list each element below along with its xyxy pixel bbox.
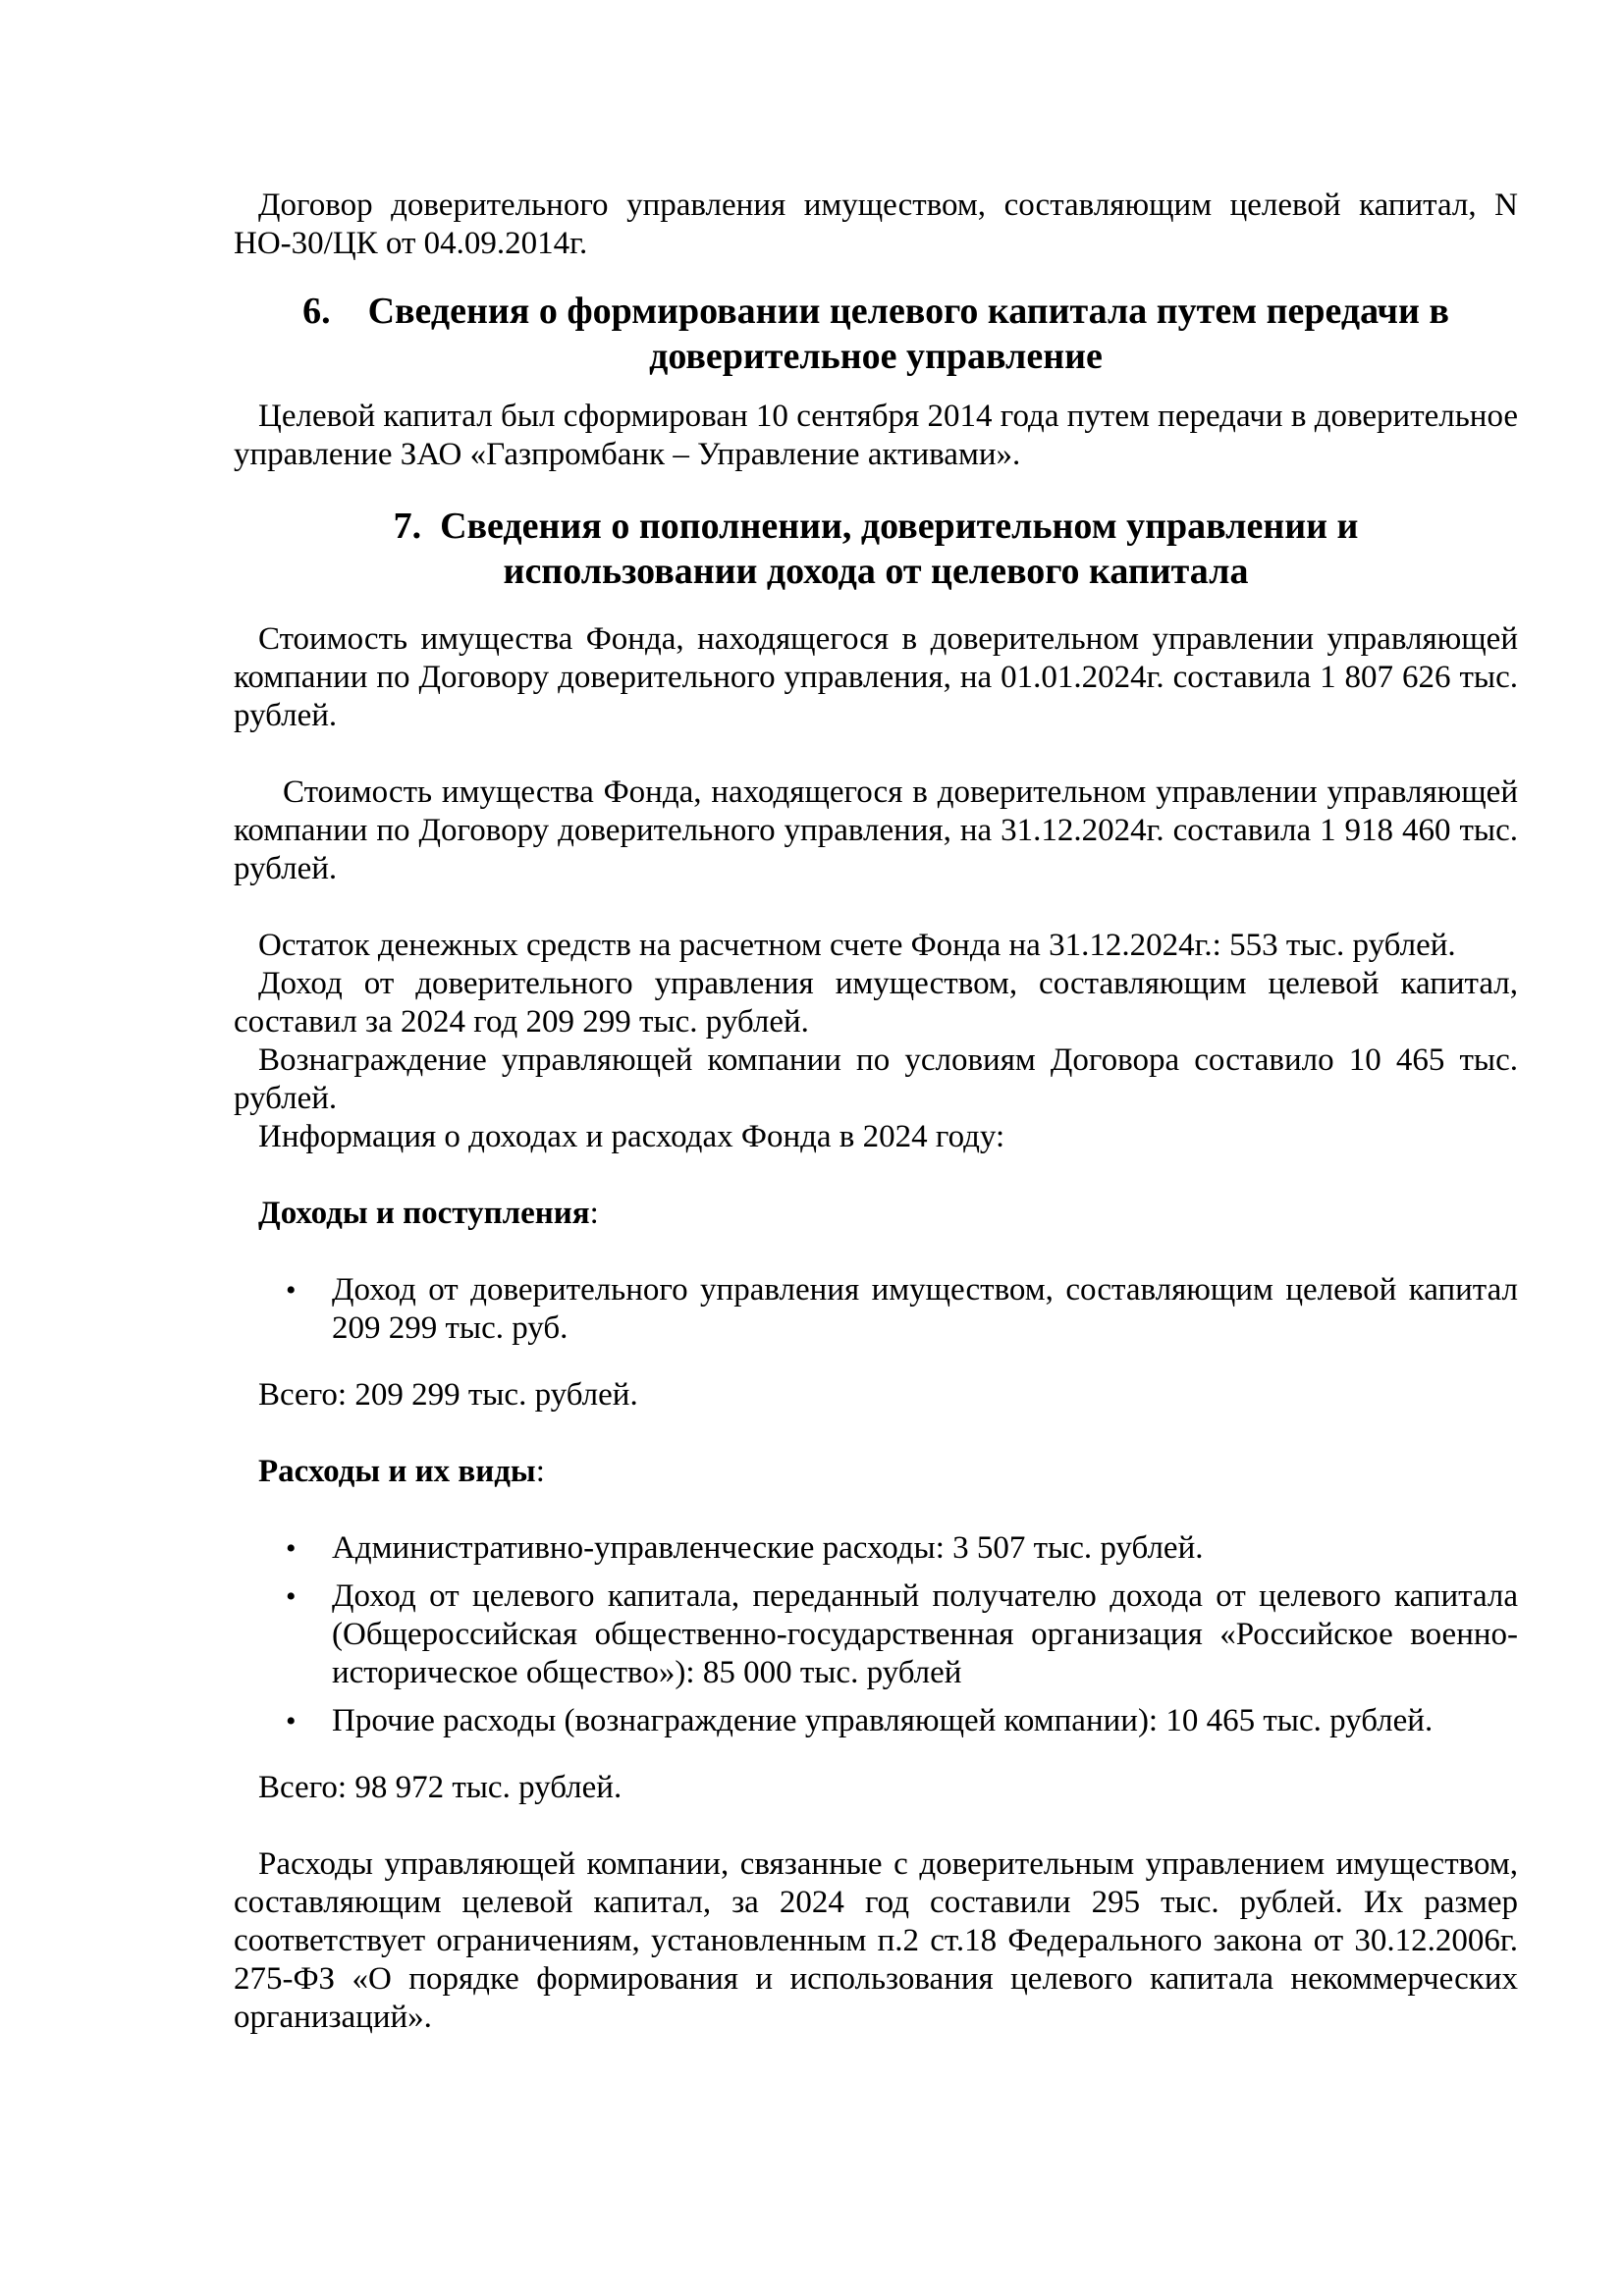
property-value-start-of-year: Стоимость имущества Фонда, находящегося в доверительном управлении управляющей компании по Договору доверительного управления, на 01.01.2024г. составила 1 807 626 тыс. рублей.: [234, 621, 1518, 733]
management-fee: Вознаграждение управляющей компании по условиям Договора составило 10 465 тыс. рублей.: [234, 1042, 1518, 1116]
income-heading-colon: :: [589, 1196, 599, 1231]
section-6-body: Целевой капитал был сформирован 10 сентября 2014 года путем передачи в доверительное управление ЗАО «Газпромбанк – Управление активами».: [234, 399, 1518, 472]
income-total: Всего: 209 299 тыс. рублей.: [258, 1377, 638, 1413]
list-item: [234, 1529, 1518, 1568]
section-7-heading: [234, 504, 1518, 594]
list-item: [234, 1577, 1518, 1692]
contract-reference: Договор доверительного управления имуществом, составляющим целевой капитал, N НО-30/ЦК от 04.09.2014г.: [234, 187, 1518, 261]
bullet-icon: •: [286, 1705, 297, 1737]
cash-balance: Остаток денежных средств на расчетном счете Фонда на 31.12.2024г.: 553 тыс. рублей.: [258, 928, 1456, 963]
closing-paragraph: Расходы управляющей компании, связанные с доверительным управлением имуществом, составляющим целевой капитал, за 2024 год составили 295 тыс. рублей. Их размер соответствует ограничениям, установленным п.2 ст.18 Федерального закона от 30.12.2006г. 275-ФЗ «О порядке формирования и использования целевого капитала некоммерческих организаций».: [234, 1846, 1518, 2035]
bullet-icon: •: [286, 1532, 297, 1565]
expenses-list: [234, 1529, 1518, 1740]
expenses-heading: [234, 1453, 1518, 1491]
section-6-heading: [234, 289, 1518, 379]
income-expense-intro: Информация о доходах и расходах Фонда в 2024 году:: [258, 1119, 1005, 1154]
list-item: [234, 1702, 1518, 1740]
expenses-total: Всего: 98 972 тыс. рублей.: [258, 1770, 623, 1805]
document-page: [234, 187, 1518, 2037]
bullet-icon: •: [286, 1580, 297, 1613]
income-heading: [234, 1195, 1518, 1233]
expense-item-text: Прочие расходы (вознаграждение управляющей компании): 10 465 тыс. рублей.: [332, 1703, 1434, 1738]
section-7-number: 7.: [393, 506, 422, 547]
income-list: [234, 1271, 1518, 1348]
expenses-heading-label: Расходы и их виды: [258, 1454, 536, 1489]
section-7-title: Сведения о пополнении, доверительном управлении и использовании дохода от целевого капитала: [440, 506, 1359, 592]
list-item: [234, 1271, 1518, 1348]
section-6-title: Сведения о формировании целевого капитала путем передачи в доверительное управление: [367, 291, 1449, 377]
expense-item-text: Административно-управленческие расходы: 3 507 тыс. рублей.: [332, 1530, 1204, 1566]
expenses-heading-colon: :: [535, 1454, 545, 1489]
expense-item-text: Доход от целевого капитала, переданный получателю дохода от целевого капитала (Общероссийская общественно-государственная организация «Российское военно-историческое общество»): 85 000 тыс. рублей: [332, 1578, 1518, 1690]
property-value-end-of-year: Стоимость имущества Фонда, находящегося в доверительном управлении управляющей компании по Договору доверительного управления, на 31.12.2024г. составила 1 918 460 тыс. рублей.: [234, 774, 1518, 886]
section-6-number: 6.: [302, 291, 331, 332]
income-heading-label: Доходы и поступления: [258, 1196, 590, 1231]
trust-management-income: Доход от доверительного управления имуществом, составляющим целевой капитал, составил за 2024 год 209 299 тыс. рублей.: [234, 966, 1518, 1040]
bullet-icon: •: [286, 1274, 297, 1307]
income-item-text: Доход от доверительного управления имуществом, составляющим целевой капитал 209 299 тыс. руб.: [332, 1272, 1518, 1346]
